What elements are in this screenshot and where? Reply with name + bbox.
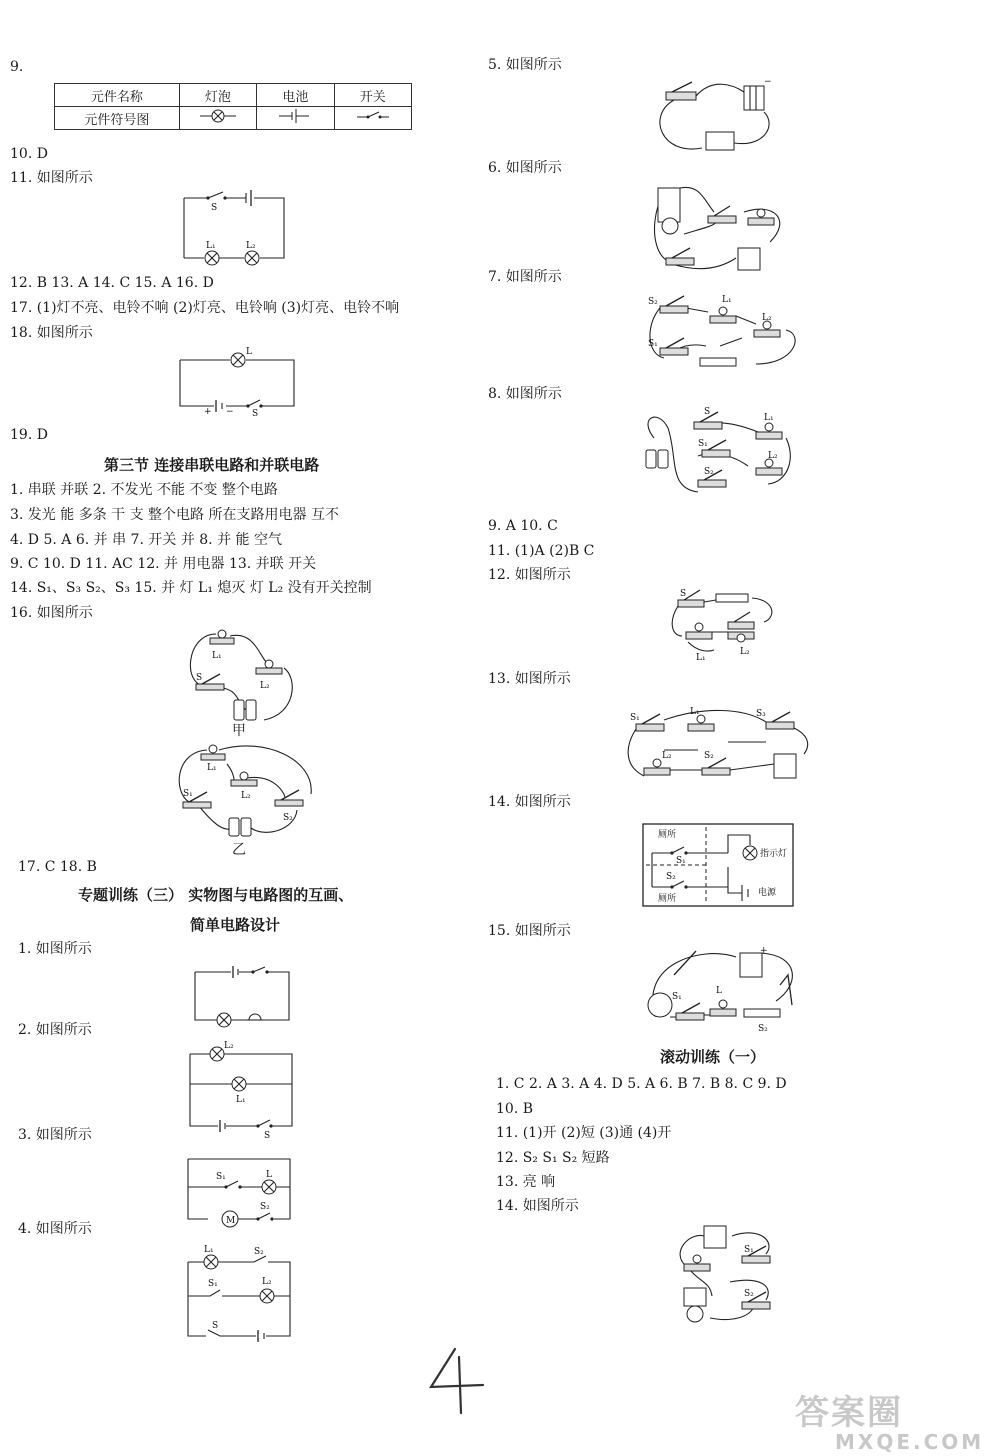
label-l2: L₂ [740, 647, 750, 657]
label-s1: S₁ [183, 789, 193, 799]
watermark-top: 答案圈 [795, 1393, 903, 1433]
label-l1: L₁ [690, 707, 700, 717]
battery-symbol-cell [257, 107, 334, 130]
label-s1: S₁ [672, 992, 682, 1002]
r15-physical-circuit [640, 945, 800, 1034]
cell: 电池 [282, 89, 309, 105]
r7: 7. 如图所示 [488, 269, 562, 285]
q9: 9. [10, 59, 24, 75]
q12: 12. B 13. A 14. C 15. A 16. D [10, 275, 214, 291]
label-s2: S₂ [704, 467, 714, 477]
label-l1: L₁ [764, 413, 774, 423]
label-s2: S₂ [283, 813, 293, 823]
s3-line3: 3. 发光 能 多条 干 支 整个电路 所在支路用电器 互不 [10, 507, 339, 523]
r13-physical-circuit [624, 706, 814, 786]
table-header-switch [334, 84, 411, 107]
r14: 14. 如图所示 [488, 794, 571, 810]
label-l2: L₂ [246, 241, 256, 251]
label-l1: L₁ [204, 1245, 214, 1255]
r15: 15. 如图所示 [488, 923, 571, 939]
fig-yi-caption: 乙 [232, 842, 246, 858]
label-s2: S₂ [704, 751, 714, 761]
label-s1: S₁ [630, 713, 640, 723]
cell: 元件名称 [90, 89, 143, 105]
s3-line14: 14. S₁、S₃ S₂、S₃ 15. 并 灯 L₁ 熄灭 灯 L₂ 没有开关控制 [10, 580, 372, 596]
q16-figure-jia [186, 628, 296, 724]
bulb-symbol-icon [198, 108, 238, 124]
table-header-bulb [179, 84, 256, 107]
label-l: L [716, 986, 722, 996]
g1: 1. C 2. A 3. A 4. D 5. A 6. B 7. B 8. C 9. D [496, 1076, 787, 1092]
label-l2: L₂ [241, 791, 251, 801]
table-row-symbol-label [55, 107, 180, 130]
label-l2: L₂ [662, 751, 672, 761]
label-l1: L₁ [722, 295, 732, 305]
r5-physical-circuit [652, 76, 780, 156]
t3-circuit-diagram [186, 1157, 296, 1227]
label-s: S [211, 203, 218, 213]
component-table [54, 83, 412, 130]
label-l1: L₁ [236, 1095, 246, 1105]
label-s1: S₁ [216, 1172, 226, 1182]
label-s1: S₁ [676, 856, 686, 866]
r6-physical-circuit [644, 182, 794, 274]
r7-physical-circuit [646, 294, 806, 374]
cell: 元件符号图 [84, 112, 150, 128]
label-s2: S₂ [744, 1289, 754, 1299]
q16-figure-yi [175, 740, 335, 840]
s3-line9: 9. C 10. D 11. AC 12. 并 用电器 13. 并联 开关 [10, 556, 317, 572]
q18: 18. 如图所示 [10, 325, 93, 341]
label-s: S [196, 673, 203, 683]
rolling-title: 滚动训练（一） [660, 1048, 766, 1066]
r6: 6. 如图所示 [488, 160, 562, 176]
label-l2: L₂ [762, 313, 772, 323]
battery-symbol-icon [275, 108, 315, 124]
r14-circuit-diagram [642, 823, 794, 907]
svg-text:−: − [764, 77, 772, 87]
label-l: L [246, 347, 252, 357]
label-l1: L₁ [696, 653, 706, 663]
watermark-logo [795, 1395, 984, 1453]
g10: 10. B [496, 1101, 534, 1117]
s3-line1: 1. 串联 并联 2. 不发光 不能 不变 整个电路 [10, 482, 278, 498]
label-s: S [264, 1131, 271, 1141]
topic3-title-line1: 专题训练（三） 实物图与电路图的互画、 [78, 886, 354, 904]
label-l1: L₁ [207, 763, 217, 773]
watermark-bottom: MXQE.COM [835, 1430, 985, 1454]
r8-physical-circuit [638, 408, 798, 504]
label-s2: S₂ [758, 1024, 768, 1034]
r9: 9. A 10. C [488, 518, 558, 534]
label-toilet-2: 厕所 [658, 894, 677, 904]
s3-line17: 17. C 18. B [18, 859, 97, 875]
label-l1: L₁ [206, 241, 216, 251]
label-l1: L₁ [212, 651, 222, 661]
t4: 4. 如图所示 [18, 1221, 92, 1237]
s3-line4: 4. D 5. A 6. 并 串 7. 开关 并 8. 并 能 空气 [10, 532, 282, 548]
g13: 13. 亮 响 [496, 1174, 556, 1190]
q10: 10. D [10, 146, 48, 162]
label-l2: L₂ [768, 451, 778, 461]
label-s1: S₁ [744, 1245, 754, 1255]
label-s2: S₂ [648, 297, 658, 307]
cell: 灯泡 [204, 89, 231, 105]
label-s: S [704, 407, 711, 417]
svg-text:−: − [226, 407, 234, 417]
label-s1: S₁ [698, 439, 708, 449]
cell: 开关 [359, 89, 386, 105]
bulb-symbol-cell [179, 107, 256, 130]
t2-circuit-diagram [188, 1041, 298, 1141]
topic3-title-line2: 简单电路设计 [190, 916, 281, 934]
r8: 8. 如图所示 [488, 386, 562, 402]
g14: 14. 如图所示 [496, 1198, 579, 1214]
label-s: S [680, 589, 687, 599]
label-s: S [212, 1321, 219, 1331]
t1: 1. 如图所示 [18, 941, 92, 957]
label-s1: S₁ [648, 339, 658, 349]
label-l2: L₂ [262, 1277, 272, 1287]
label-s: S [252, 409, 259, 419]
q11-circuit-diagram [178, 190, 288, 270]
switch-symbol-icon [353, 108, 393, 124]
label-toilet-1: 厕所 [658, 830, 677, 840]
label-l: L [266, 1170, 272, 1180]
s3-line16: 16. 如图所示 [10, 605, 93, 621]
q17: 17. (1)灯不亮、电铃不响 (2)灯亮、电铃响 (3)灯亮、电铃不响 [10, 300, 400, 316]
t1-circuit-diagram [193, 964, 293, 1028]
label-s3: S₃ [756, 709, 766, 719]
label-l2: L₂ [260, 681, 270, 691]
fig-jia-caption: 甲 [232, 723, 246, 739]
label-s2: S₂ [260, 1202, 270, 1212]
label-s2: S₂ [666, 872, 676, 882]
switch-symbol-cell [334, 107, 411, 130]
t2: 2. 如图所示 [18, 1022, 92, 1038]
g12: 12. S₂ S₁ S₂ 短路 [496, 1150, 610, 1166]
r12-physical-circuit [668, 589, 778, 663]
label-power-source: 电源 [758, 888, 777, 898]
r13: 13. 如图所示 [488, 671, 571, 687]
q11: 11. 如图所示 [10, 170, 93, 186]
q18-circuit-diagram [178, 347, 298, 419]
r11: 11. (1)A (2)B C [488, 543, 595, 559]
r5: 5. 如图所示 [488, 57, 562, 73]
motor-label: M [226, 1216, 236, 1226]
table-header-battery [257, 84, 334, 107]
svg-text:+: + [760, 946, 768, 956]
handwritten-page-number [425, 1345, 495, 1415]
g11: 11. (1)开 (2)短 (3)通 (4)开 [496, 1125, 672, 1141]
label-s1: S₁ [208, 1279, 218, 1289]
section-title-3: 第三节 连接串联电路和并联电路 [104, 456, 320, 474]
t3: 3. 如图所示 [18, 1127, 92, 1143]
label-s2: S₂ [254, 1247, 264, 1257]
q19: 19. D [10, 427, 48, 443]
g14-physical-circuit [670, 1222, 780, 1326]
svg-text:+: + [204, 407, 212, 417]
table-header-name [55, 84, 180, 107]
label-l2: L₂ [224, 1041, 234, 1051]
t4-circuit-diagram [186, 1244, 296, 1342]
label-indicator-lamp: 指示灯 [760, 849, 788, 859]
r12: 12. 如图所示 [488, 567, 571, 583]
